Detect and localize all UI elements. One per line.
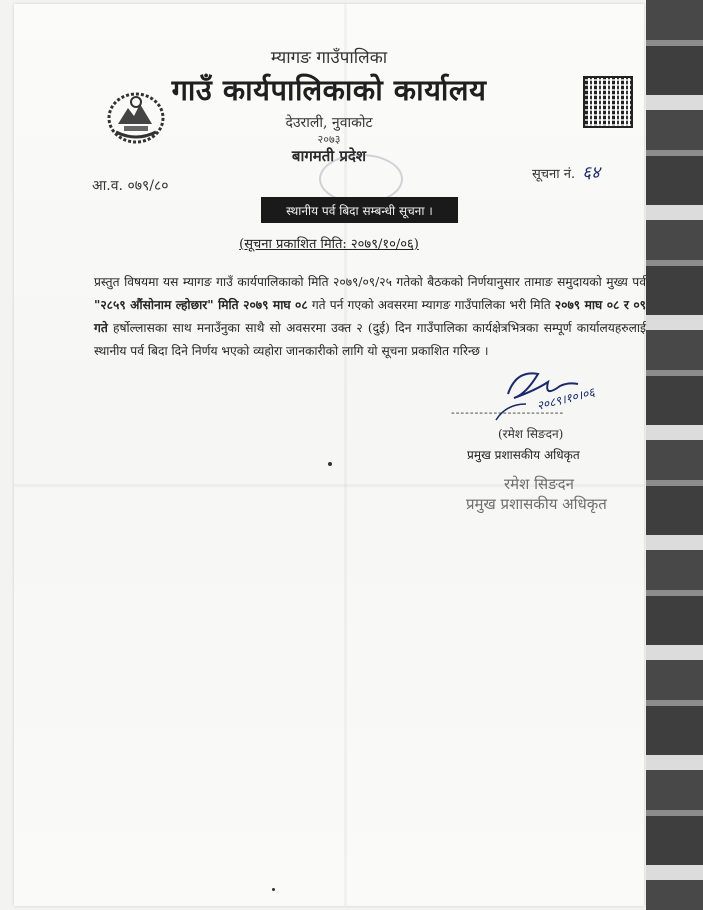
scan-speck [328, 462, 332, 466]
stamp-title: प्रमुख प्रशासकीय अधिकृत [466, 495, 607, 513]
body-part-1: प्रस्तुत विषयमा यस म्यागङ गाउँ कार्यपालिकाको मिति २०७९/०९/२५ गतेको बैठकको निर्णयानुसार तामाङ समुदायको मुख्य पर्व [94, 275, 646, 289]
office-title: गाउँ कार्यपालिकाको कार्यालय [171, 73, 487, 107]
notice-paper [14, 4, 644, 906]
notice-number-label: सूचना नं. [532, 167, 576, 182]
scan-speck [272, 888, 275, 891]
signature-date: २०८९।१०।०६ [535, 385, 597, 413]
established-year: २०७३ [317, 133, 341, 146]
office-location: देउराली, नुवाकोट [285, 115, 373, 131]
published-date: (सूचना प्रकाशित मिति: २०७९/१०/०६) [239, 237, 419, 252]
fiscal-year: आ.व. ०७९/८० [92, 178, 169, 194]
subject-text: स्थानीय पर्व बिदा सम्बन्धी सूचना । [286, 203, 433, 218]
scan-edge-strip [646, 0, 703, 910]
notice-body [94, 271, 646, 363]
body-part-3: हर्षोल्लासका साथ मनाउँनुका साथै सो अवसरमा उक्त २ (दुई) दिन गाउँपालिका कार्यक्षेत्रभित्रका सम्पूर्ण कार्यालयहरुलाई स्थानीय पर्व बिदा दिने निर्णय भएको व्यहोरा जानकारीको लागि यो सूचना प्रकाशित गरिन्छ । [94, 321, 646, 358]
holiday-dates: २०७९ माघ ०८ र ०९ गते [94, 298, 646, 335]
municipality-name: म्यागङ गाउँपालिका [270, 48, 388, 68]
signatory-title: प्रमुख प्रशासकीय अधिकृत [467, 448, 580, 462]
subject-banner [261, 197, 458, 223]
province-name: बागमती प्रदेश [291, 147, 367, 165]
stamp-name: रमेश सिङदन [504, 475, 574, 493]
notice-number [532, 165, 600, 182]
festival-name: "२८५९ औंसोनाम ल्होछार" मिति २०७९ माघ ०८ [94, 298, 308, 312]
signature-line: ------------------------ [451, 406, 565, 419]
signatory-name: (रमेश सिङदन) [498, 427, 564, 441]
body-part-2: गते पर्न गएको अवसरमा म्यागङ गाउँपालिका भरी मिति [307, 298, 555, 312]
notice-number-value: ६४ [582, 163, 600, 183]
